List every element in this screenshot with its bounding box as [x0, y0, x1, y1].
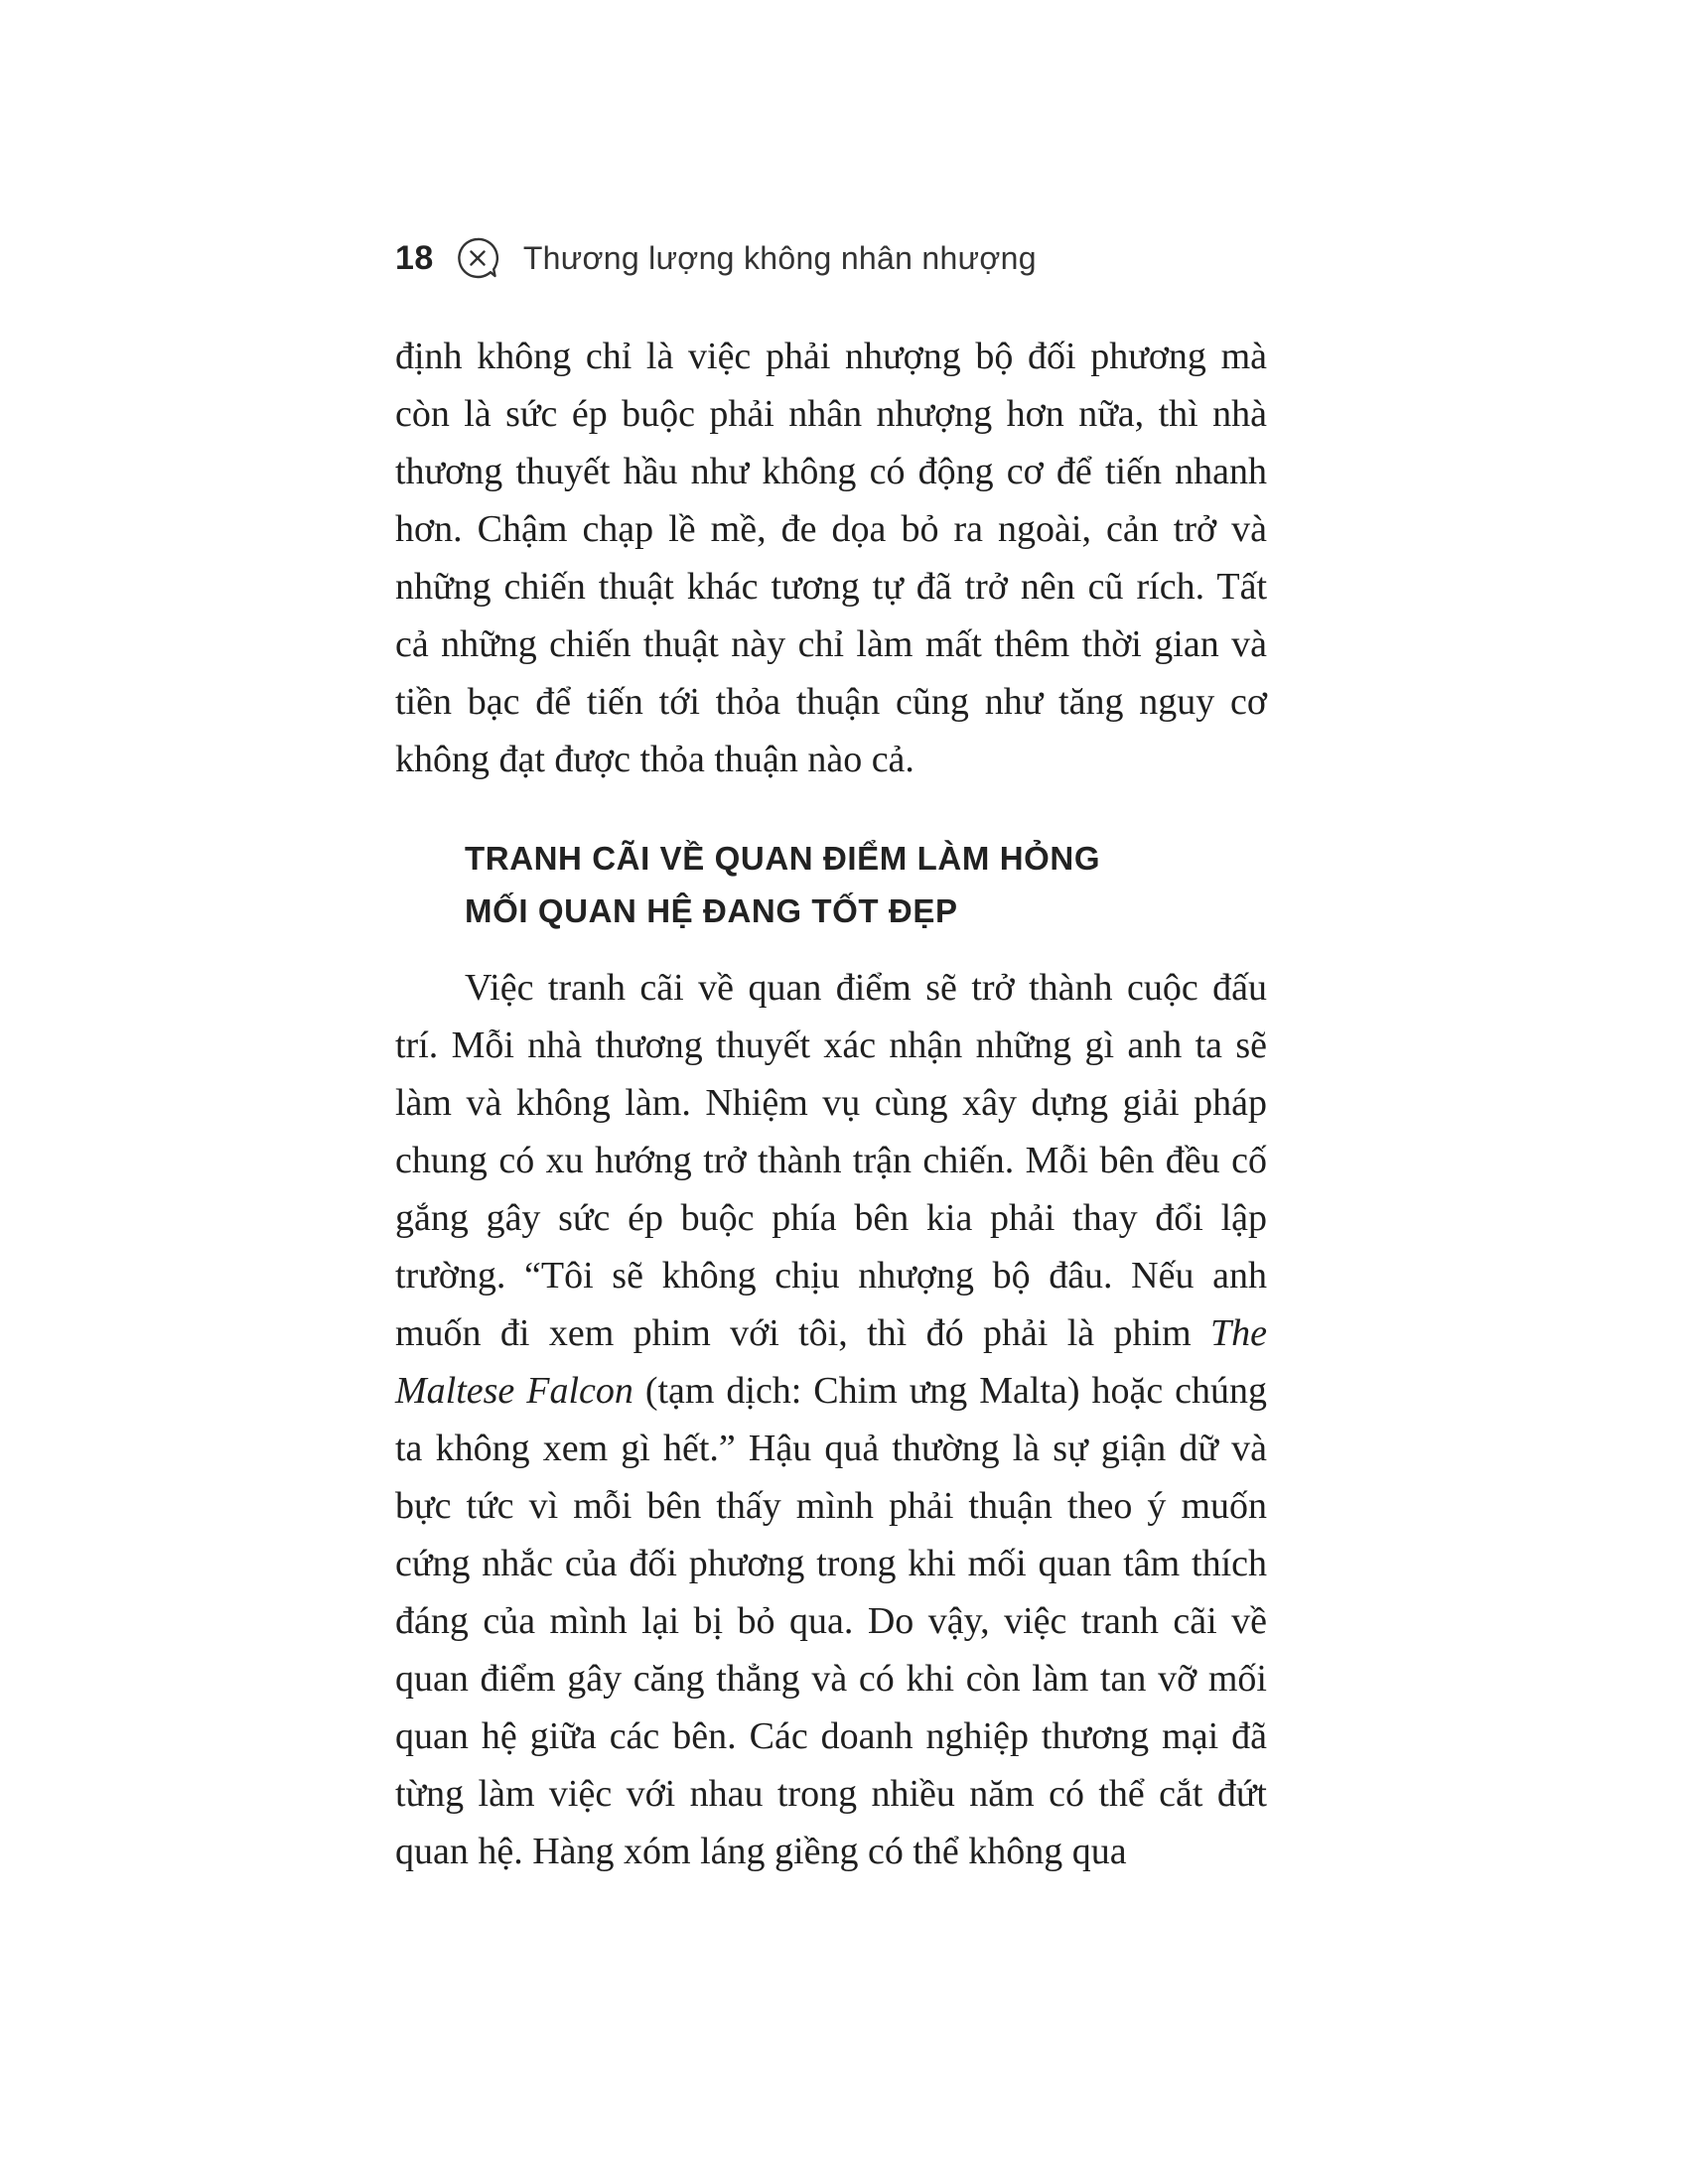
film-title: The Maltese Falcon — [395, 1312, 1267, 1412]
body-paragraph-2 — [395, 959, 1267, 1880]
section-heading-line-1: TRANH CÃI VỀ QUAN ĐIỂM LÀM HỎNG — [465, 840, 1101, 877]
circle-x-speech-bubble-icon — [454, 234, 501, 282]
paragraph-2-text-end: (tạm dịch: Chim ưng Malta) hoặc chúng ta không xem gì hết.” Hậu quả thường là sự giận dữ và bực tức vì mỗi bên thấy mình phải thuận theo ý muốn cứng nhắc của đối phương trong khi mối quan tâm thích đáng của mình lại bị bỏ qua. Do vậy, việc tranh cãi về quan điểm gây căng thẳng và có khi còn làm tan vỡ mối quan hệ giữa các bên. Các doanh nghiệp thương mại đã từng làm việc với nhau trong nhiều năm có thể cắt đứt quan hệ. Hàng xóm láng giềng có thể không qua — [395, 1370, 1267, 1872]
running-header — [395, 230, 1037, 286]
section-heading-line-2: MỐI QUAN HỆ ĐANG TỐT ĐẸP — [465, 892, 958, 929]
body-paragraph-1: định không chỉ là việc phải nhượng bộ đối phương mà còn là sức ép buộc phải nhân nhượng hơn nữa, thì nhà thương thuyết hầu như không có động cơ để tiến nhanh hơn. Chậm chạp lề mề, đe dọa bỏ ra ngoài, cản trở và những chiến thuật khác tương tự đã trở nên cũ rích. Tất cả những chiến thuật này chỉ làm mất thêm thời gian và tiền bạc để tiến tới thỏa thuận cũng như tăng nguy cơ không đạt được thỏa thuận nào cả. — [395, 336, 1267, 780]
paragraph-2-text-start: Việc tranh cãi về quan điểm sẽ trở thành cuộc đấu trí. Mỗi nhà thương thuyết xác nhận những gì anh ta sẽ làm và không làm. Nhiệm vụ cùng xây dựng giải pháp chung có xu hướng trở thành trận chiến. Mỗi bên đều cố gắng gây sức ép buộc phía bên kia phải thay đổi lập trường. “Tôi sẽ không chịu nhượng bộ đâu. Nếu anh muốn đi xem phim với tôi, thì đó phải là phim — [395, 967, 1267, 1354]
page-number: 18 — [395, 238, 434, 277]
running-title: Thương lượng không nhân nhượng — [522, 239, 1037, 276]
section-heading — [465, 832, 1259, 937]
